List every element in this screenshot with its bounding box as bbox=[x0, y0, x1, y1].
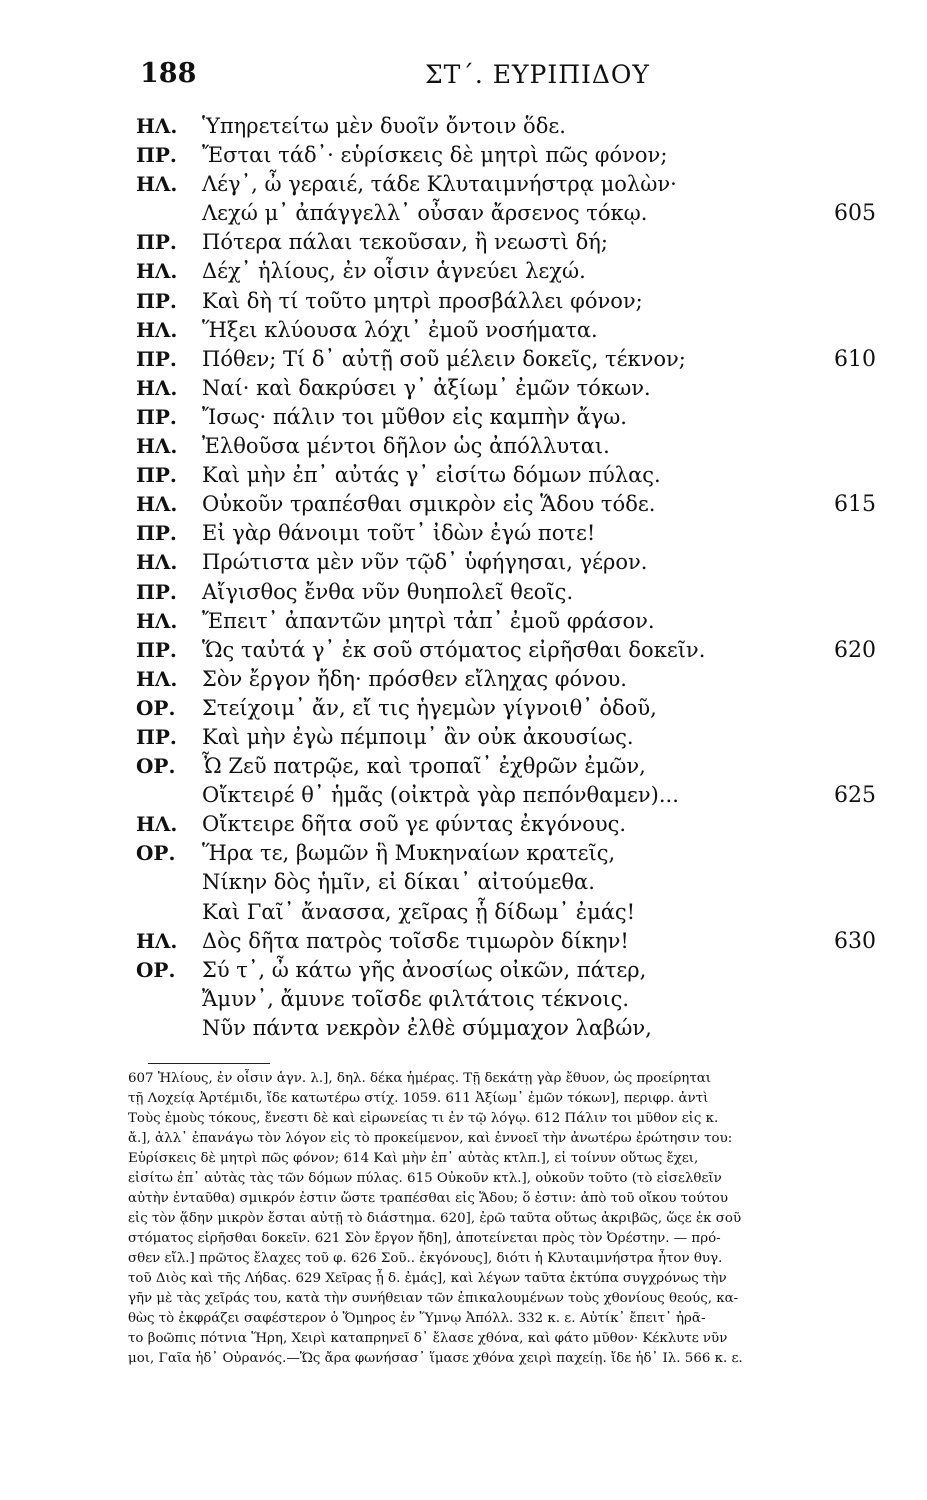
line-number: 615 bbox=[834, 492, 876, 518]
verse-text: Οἴκτειρέ θ᾽ ἡμᾶς (οἰκτρὰ γὰρ πεπόνθαμεν)... bbox=[202, 783, 679, 808]
line-number: 630 bbox=[834, 928, 876, 954]
speaker-label: ΟΡ. bbox=[136, 957, 176, 982]
speaker-label: ΠΡ. bbox=[136, 230, 177, 255]
speaker-label: ΟΡ. bbox=[136, 841, 176, 866]
verse-line bbox=[136, 199, 876, 228]
footnote-line: σθεν εἴλ.] πρῶτος ἔλαχες τοῦ φ. 626 Σοῦ.. ἐκγόνους], διότι ἡ Κλυταιμνήστρα ἦτον θυγ. bbox=[128, 1251, 723, 1266]
speaker-label: ΗΛ. bbox=[136, 375, 178, 400]
verse-text: Οὐκοῦν τραπέσθαι σμικρὸν εἰς Ἅδου τόδε. bbox=[202, 492, 656, 517]
verse-line bbox=[136, 490, 876, 519]
footnote-line: το βοῶπις πότνια Ἥρη, Χειρὶ καταπρηνεῖ δ᾽ ἔλασε χθόνα, καὶ φάτο μῦθον· Κέκλυτε νῦν bbox=[128, 1331, 728, 1346]
speaker-label: ΠΡ. bbox=[136, 579, 177, 604]
verse-text: Σύ τ᾽, ὦ κάτω γῆς ἀνοσίως οἰκῶν, πάτερ, bbox=[202, 957, 647, 982]
speaker-label: ΗΛ. bbox=[136, 172, 178, 197]
verse-line bbox=[136, 257, 876, 286]
verse-line bbox=[136, 548, 876, 577]
speaker-label: ΟΡ. bbox=[136, 695, 176, 720]
speaker-label: ΠΡ. bbox=[136, 724, 177, 749]
verse-text: Ἴσως· πάλιν τοι μῦθον εἰς καμπὴν ἄγω. bbox=[202, 404, 627, 429]
line-number: 625 bbox=[834, 783, 876, 809]
verse-text: Λεχώ μ᾽ ἀπάγγελλ᾽ οὖσαν ἄρσενος τόκῳ. bbox=[202, 201, 648, 226]
verse-text: Νῦν πάντα νεκρὸν ἐλθὲ σύμμαχον λαβών, bbox=[202, 1015, 652, 1040]
footnote-line: θὼς τὸ ἐκφράζει σαφέστερον ὁ Ὅμηρος ἐν Ὕμνῳ Ἀπόλλ. 332 κ. ε. Αὐτίκ᾽ ἔπειτ᾽ ἠρᾶ- bbox=[128, 1311, 706, 1326]
footnote-line: γῆν μὲ τὰς χεῖράς του, κατὰ τὴν συνήθειαν τῶν ἐπικαλουμένων τοὺς χθονίους θεούς, κα- bbox=[128, 1291, 739, 1306]
verse-text: Ὥς ταὐτά γ᾽ ἐκ σοῦ στόματος εἰρῆσθαι δοκεῖν. bbox=[202, 637, 706, 662]
verse-text: Λέγ᾽, ὦ γεραιέ, τάδε Κλυταιμνήστρᾳ μολὼν· bbox=[202, 172, 677, 197]
footnote-line: Τοὺς ἐμοὺς τόκους, ἔνεστι δὲ καὶ εἰρωνείας τι ἐν τῷ λόγῳ. 612 Πάλιν τοι μῦθον εἰς κ. bbox=[128, 1111, 719, 1126]
page-number: 188 bbox=[140, 58, 197, 89]
verse-text: Ἔπειτ᾽ ἀπαντῶν μητρὶ τἀπ᾽ ἐμοῦ φράσον. bbox=[202, 608, 655, 633]
speaker-label: ΠΡ. bbox=[136, 463, 177, 488]
verse-text: Οἴκτειρε δῆτα σοῦ γε φύντας ἐκγόνους. bbox=[202, 812, 627, 837]
footnote-line: στόματος εἰρῆσθαι δοκεῖν. 621 Σὸν ἔργον ἤδη], ἀποτείνεται πρὸς τὸν Ὀρέστην. — πρό- bbox=[128, 1231, 721, 1246]
speaker-label: ΗΛ. bbox=[136, 608, 178, 633]
verse-line bbox=[136, 432, 876, 461]
speaker-label: ΠΡ. bbox=[136, 521, 177, 546]
speaker-label: ΗΛ. bbox=[136, 928, 178, 953]
verse-text: Καὶ μὴν ἐγὼ πέμποιμ᾽ ἂν οὐκ ἀκουσίως. bbox=[202, 724, 634, 749]
verse-line bbox=[136, 461, 876, 490]
verse-text: Στείχοιμ᾽ ἄν, εἴ τις ἡγεμὼν γίγνοιθ᾽ ὁδοῦ, bbox=[202, 695, 657, 720]
footnote-line: τοῦ Διὸς καὶ τῆς Λήδας. 629 Χεῖρας ᾗ δ. ἐμάς], καὶ λέγων ταῦτα ἐκτύπα συγχρόνως τὴν bbox=[128, 1271, 727, 1286]
verse-text: Δὸς δῆτα πατρὸς τοῖσδε τιμωρὸν δίκην! bbox=[202, 928, 629, 953]
verse-text: Ὑπηρετείτω μὲν δυοῖν ὄντοιν ὅδε. bbox=[202, 114, 566, 138]
verse-text: Νίκην δὸς ἡμῖν, εἰ δίκαι᾽ αἰτούμεθα. bbox=[202, 870, 595, 895]
verse-text: Εἰ γὰρ θάνοιμι τοῦτ᾽ ἰδὼν ἐγώ ποτε! bbox=[202, 521, 596, 546]
verse-line bbox=[136, 665, 876, 694]
line-number: 620 bbox=[834, 637, 876, 663]
speaker-label: ΠΡ. bbox=[136, 346, 177, 371]
speaker-label: ΗΛ. bbox=[136, 492, 178, 517]
page-header bbox=[140, 58, 867, 98]
speaker-label: ΗΛ. bbox=[136, 114, 178, 138]
verse-line bbox=[136, 316, 876, 345]
footnote-line: Εὑρίσκεις δὲ μητρὶ πῶς φόνον; 614 Καὶ μὴν ἐπ᾽ αὐτὰς κτλπ.], εἰ τοίνυν οὕτως ἔχει, bbox=[128, 1151, 699, 1166]
verse-text: Δέχ᾽ ἡλίους, ἐν οἷσιν ἁγνεύει λεχώ. bbox=[202, 259, 586, 284]
verse-text: Ὦ Ζεῦ πατρῷε, καὶ τροπαῖ᾽ ἐχθρῶν ἐμῶν, bbox=[202, 754, 646, 779]
verse-line bbox=[136, 810, 876, 839]
verse-block bbox=[136, 112, 876, 1043]
speaker-label: ΟΡ. bbox=[136, 754, 176, 779]
speaker-label: ΗΛ. bbox=[136, 812, 178, 837]
verse-line bbox=[136, 636, 876, 665]
verse-text: Πόθεν; Τί δ᾽ αὐτῇ σοῦ μέλειν δοκεῖς, τέκνον; bbox=[202, 346, 686, 371]
footnote-line: αὐτὴν ἐνταῦθα) σμικρόν ἐστιν ὥστε τραπέσθαι εἰς Ἅδου; ὅ ἐστιν: ἀπὸ τοῦ οἴκου τούτου bbox=[128, 1191, 728, 1206]
verse-line bbox=[136, 839, 876, 868]
footnote-divider bbox=[148, 1063, 270, 1064]
verse-line bbox=[136, 403, 876, 432]
verse-line bbox=[136, 956, 876, 985]
footnote-line: ἄ.], ἀλλ᾽ ἐπανάγω τὸν λόγον εἰς τὸ προκείμενον, καὶ ἐννοεῖ τὴν ἀνωτέρω ἐρώτησιν του: bbox=[128, 1131, 733, 1146]
speaker-label: ΗΛ. bbox=[136, 434, 178, 459]
footnote-line: τῇ Λοχείᾳ Ἀρτέμιδι, ἴδε κατωτέρω στίχ. 1059. 611 Ἀξίωμ᾽ ἐμῶν τόκων], περιφρ. ἀντὶ bbox=[128, 1091, 709, 1106]
verse-line bbox=[136, 170, 876, 199]
verse-line bbox=[136, 781, 876, 810]
speaker-label: ΗΛ. bbox=[136, 259, 178, 284]
verse-text: Ἥρα τε, βωμῶν ἣ Μυκηναίων κρατεῖς, bbox=[202, 841, 616, 866]
verse-text: Πότερα πάλαι τεκοῦσαν, ἢ νεωστὶ δή; bbox=[202, 230, 608, 255]
running-title: ΣΤ΄. ΕΥΡΙΠΙΔΟΥ bbox=[425, 60, 650, 89]
speaker-label: ΠΡ. bbox=[136, 637, 177, 662]
verse-text: Ἄμυν᾽, ἄμυνε τοῖσδε φιλτάτοις τέκνοις. bbox=[202, 986, 630, 1011]
verse-line bbox=[136, 985, 876, 1014]
verse-line bbox=[136, 287, 876, 316]
footnote-line: μοι, Γαῖα ἠδ᾽ Οὐρανός.—Ὥς ἄρα φωνήσασ᾽ ἵμασε χθόνα χειρὶ παχείῃ. ἴδε ἠδ᾽ Ιλ. 566 κ. ε. bbox=[128, 1351, 743, 1366]
verse-line bbox=[136, 228, 876, 257]
speaker-label: ΠΡ. bbox=[136, 143, 177, 168]
line-number: 605 bbox=[834, 201, 876, 227]
verse-line bbox=[136, 519, 876, 548]
verse-text: Ἐλθοῦσα μέντοι δῆλον ὡς ἀπόλλυται. bbox=[202, 434, 610, 459]
verse-text: Πρώτιστα μὲν νῦν τῷδ᾽ ὑφήγησαι, γέρον. bbox=[202, 550, 648, 575]
speaker-label: ΗΛ. bbox=[136, 666, 178, 691]
verse-text: Ἥξει κλύουσα λόχι᾽ ἐμοῦ νοσήματα. bbox=[202, 317, 598, 342]
verse-line bbox=[136, 578, 876, 607]
speaker-label: ΠΡ. bbox=[136, 288, 177, 313]
verse-line bbox=[136, 927, 876, 956]
speaker-label: ΠΡ. bbox=[136, 404, 177, 429]
verse-line bbox=[136, 868, 876, 897]
verse-text: Καὶ μὴν ἐπ᾽ αὐτάς γ᾽ εἰσίτω δόμων πύλας. bbox=[202, 463, 661, 488]
verse-text: Καὶ δὴ τί τοῦτο μητρὶ προσβάλλει φόνον; bbox=[202, 288, 643, 313]
verse-text: Σὸν ἔργον ἤδη· πρόσθεν εἴληχας φόνου. bbox=[202, 666, 627, 691]
verse-line bbox=[136, 752, 876, 781]
verse-line bbox=[136, 607, 876, 636]
verse-line bbox=[136, 694, 876, 723]
footnote-line: 607 Ἡλίους, ἐν οἷσιν ἁγν. λ.], δηλ. δέκα ἡμέρας. Τῇ δεκάτῃ γὰρ ἔθυον, ὡς προείρηται bbox=[128, 1071, 712, 1086]
verse-line bbox=[136, 1014, 876, 1043]
verse-line bbox=[136, 112, 876, 141]
verse-text: Ναί· καὶ δακρύσει γ᾽ ἀξίωμ᾽ ἐμῶν τόκων. bbox=[202, 375, 651, 400]
verse-line bbox=[136, 374, 876, 403]
verse-text: Ἔσται τάδ᾽· εὑρίσκεις δὲ μητρὶ πῶς φόνον; bbox=[202, 143, 668, 168]
verse-line bbox=[136, 141, 876, 170]
verse-text: Καὶ Γαῖ᾽ ἄνασσα, χεῖρας ᾗ δίδωμ᾽ ἐμάς! bbox=[202, 899, 636, 924]
verse-line bbox=[136, 723, 876, 752]
line-number: 610 bbox=[834, 346, 876, 372]
verse-text: Αἴγισθος ἔνθα νῦν θυηπολεῖ θεοῖς. bbox=[202, 579, 574, 604]
footnote-line: εἰς τὸν ᾅδην μικρὸν ἔσται αὐτῇ τὸ διάστημα. 620], ἐρῶ ταῦτα οὕτως ἀκριβῶς, ὥςε ἐκ σοῦ bbox=[128, 1211, 742, 1226]
verse-line bbox=[136, 345, 876, 374]
speaker-label: ΗΛ. bbox=[136, 317, 178, 342]
speaker-label: ΗΛ. bbox=[136, 550, 178, 575]
footnotes bbox=[128, 1069, 850, 1369]
footnote-line: εἰσίτω ἐπ᾽ αὐτὰς τὰς τῶν δόμων πύλας. 615 Οὐκοῦν κτλ.], οὐκοῦν τοῦτο (τὸ εἰσελθεῖν bbox=[128, 1171, 722, 1186]
verse-line bbox=[136, 898, 876, 927]
